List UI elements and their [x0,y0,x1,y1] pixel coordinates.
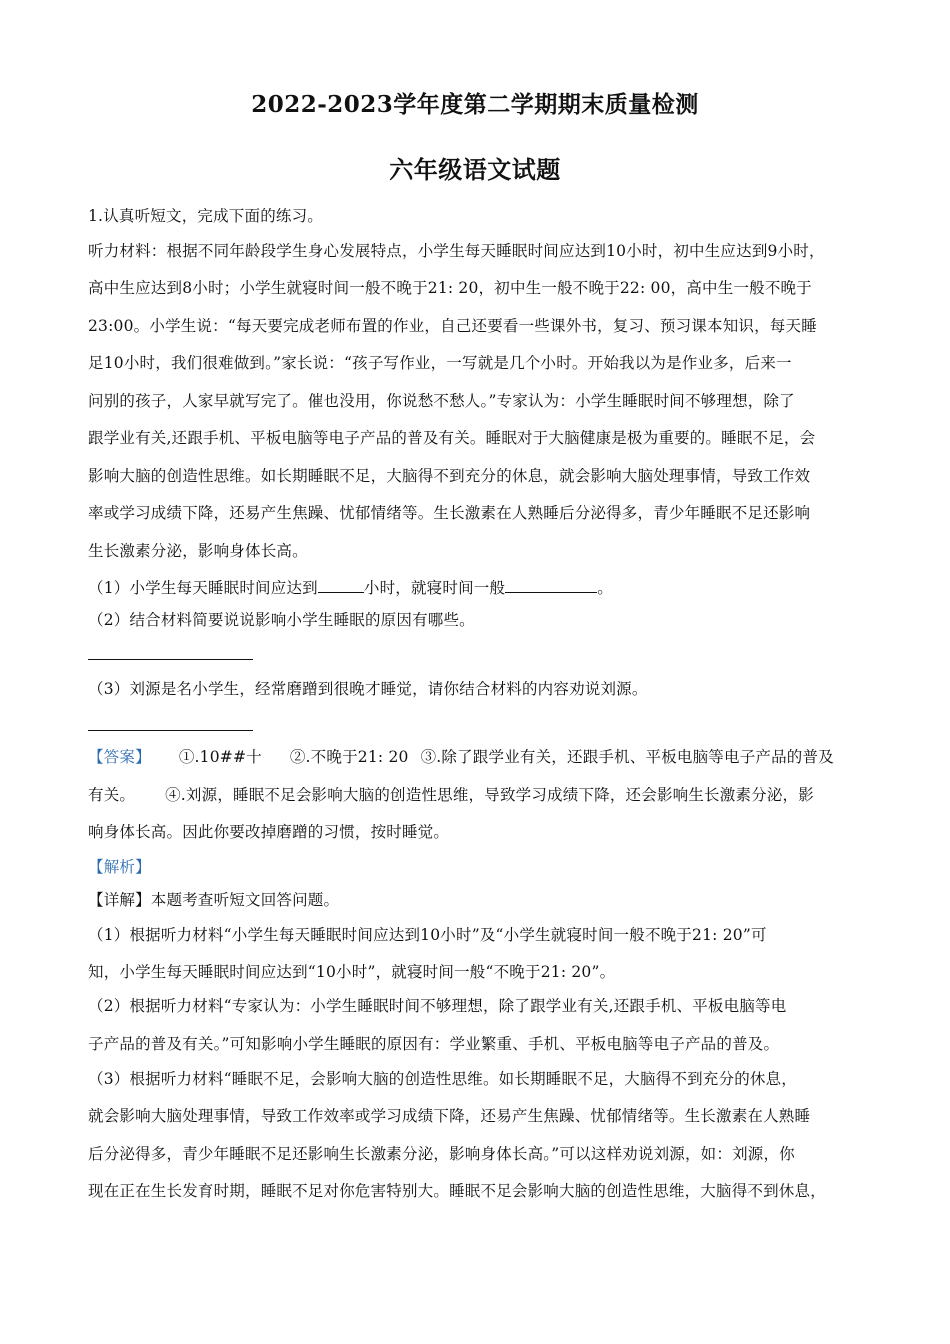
material-line: 足10小时，我们很难做到。”家长说：“孩子写作业，一写就是几个小时。开始我以为是作业多，后来一 [88,354,792,372]
material-line: 跟学业有关,还跟手机、平板电脑等电子产品的普及有关。睡眠对于大脑健康是极为重要的。睡眠不足，会 [88,429,816,447]
analysis-tag: 【解析】 [88,858,151,876]
analysis-line: 知，小学生每天睡眠时间应达到“10小时”，就寝时间一般“不晚于21: 20”。 [88,963,616,981]
analysis-line: （3）根据听力材料“睡眠不足，会影响大脑的创造性思维。如长期睡眠不足，大脑得不到充分的休息， [88,1070,797,1088]
material-line: 高中生应达到8小时；小学生就寝时间一般不晚于21: 20，初中生一般不晚于22: 00，高中生一般不晚于 [88,279,812,297]
analysis-line: 现在正在生长发育时期，睡眠不足对你危害特别大。睡眠不足会影响大脑的创造性思维，大脑得不到休息， [88,1182,826,1200]
answer-blank-bedtime[interactable] [505,576,597,593]
page-title: 2022-2023学年度第二学期期末质量检测 [251,91,699,118]
answer-line-1 [88,747,868,767]
material-line: 23:00。小学生说：“每天要完成老师布置的作业，自己还要看一些课外书，复习、预习课本知识，每天睡 [88,317,817,335]
answer-line-q2[interactable] [88,659,253,660]
answer-line-q3[interactable] [88,730,253,731]
question-2: （2）结合材料简要说说影响小学生睡眠的原因有哪些。 [88,611,475,629]
page-subtitle: 六年级语文试题 [389,155,561,184]
question-1-text-c: 。 [597,579,613,597]
material-line: 问别的孩子，人家早就写完了。催也没用，你说愁不愁人。”专家认为：小学生睡眠时间不够理想，除了 [88,392,795,410]
question-prompt: 1.认真听短文，完成下面的练习。 [88,207,323,225]
analysis-line: 后分泌得多，青少年睡眠不足还影响生长激素分泌，影响身体长高。”可以这样劝说刘源，如：刘源，你 [88,1145,795,1163]
answer-item-1: ①.10##十 [178,748,262,766]
analysis-line: 子产品的普及有关。”可知影响小学生睡眠的原因有：学业繁重、手机、平板电脑等电子产品的普及。 [88,1035,780,1053]
question-1 [88,576,868,598]
analysis-line: （2）根据听力材料“专家认为：小学生睡眠时间不够理想，除了跟学业有关,还跟手机、平板电脑等电 [88,997,787,1015]
answer-item-3: ③.除了跟学业有关，还跟手机、平板电脑等电子产品的普及 [420,748,834,766]
analysis-line: 就会影响大脑处理事情，导致工作效率或学习成绩下降，还易产生焦躁、忧郁情绪等。生长激素在人熟睡 [88,1107,811,1125]
answer-item-2: ②.不晚于21: 20 [289,748,409,766]
question-1-text-b: 小时，就寝时间一般 [363,579,506,597]
answer-item-3-cont: 有关。 [88,786,136,804]
material-line: 听力材料：根据不同年龄段学生身心发展特点，小学生每天睡眠时间应达到10小时，初中生应达到9小时， [88,242,825,260]
question-3: （3）刘源是名小学生，经常磨蹭到很晚才睡觉，请你结合材料的内容劝说刘源。 [88,680,648,698]
material-line: 生长激素分泌，影响身体长高。 [88,542,308,560]
answer-tag: 【答案】 [88,748,151,766]
material-line: 影响大脑的创造性思维。如长期睡眠不足，大脑得不到充分的休息，就会影响大脑处理事情，导致工作效 [88,467,811,485]
answer-item-4: ④.刘源，睡眠不足会影响大脑的创造性思维，导致学习成绩下降，还会影响生长激素分泌，影 [165,786,814,804]
material-line: 率或学习成绩下降，还易产生焦躁、忧郁情绪等。生长激素在人熟睡后分泌得多，青少年睡眠不足还影响 [88,504,811,522]
analysis-detail: 【详解】本题考查听短文回答问题。 [88,891,340,909]
question-1-text-a: （1）小学生每天睡眠时间应达到 [88,579,318,597]
answer-line-3: 响身体长高。因此你要改掉磨蹭的习惯，按时睡觉。 [88,823,450,841]
answer-blank-hours[interactable] [318,576,364,593]
answer-line-2 [88,785,868,805]
analysis-line: （1）根据听力材料“小学生每天睡眠时间应达到10小时”及“小学生就寝时间一般不晚于21: 20”可 [88,926,767,944]
